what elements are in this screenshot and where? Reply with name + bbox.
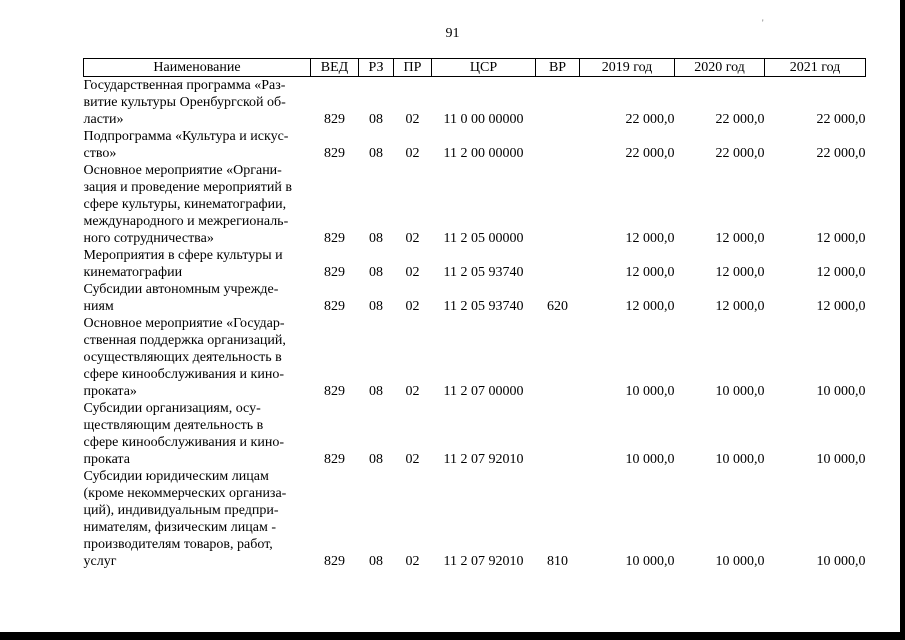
row-name-cell [84,315,311,400]
row-2020: 10 000,0 [715,452,765,467]
header-2021: 2021 год [765,59,866,77]
row-name-line: Субсидии автономным учрежде- [83,282,279,297]
row-name-line: (кроме некоммерческих организа- [83,486,287,501]
row-2019: 10 000,0 [625,452,675,467]
row-2021: 12 000,0 [816,299,866,314]
row-name-line: сфере кинообслуживания и кино- [83,367,284,382]
row-ved: 829 [324,384,345,399]
row-csr: 11 0 00 00000 [443,112,524,127]
row-pr: 02 [405,452,420,467]
row-name-cell [84,128,311,162]
row-name-line: Мероприятия в сфере культуры и [83,248,283,263]
row-vr [536,128,580,162]
row-vr [536,247,580,281]
row-name-line: сфере кинообслуживания и кино- [83,435,284,450]
row-ved: 829 [324,452,345,467]
row-csr: 11 2 05 00000 [443,231,524,246]
row-rz: 08 [369,231,383,246]
row-2021: 12 000,0 [816,265,866,280]
row-2020: 10 000,0 [715,554,765,569]
header-2020: 2020 год [675,59,765,77]
row-name-line: ного сотрудничества» [83,231,214,246]
row-rz: 08 [369,554,383,569]
row-2019: 12 000,0 [625,299,675,314]
row-csr: 11 2 07 92010 [443,554,524,569]
row-2020: 22 000,0 [715,112,765,127]
row-2021: 10 000,0 [816,384,866,399]
row-ved: 829 [324,112,345,127]
row-vr: 620 [547,299,568,314]
table-row [84,77,866,129]
scan-edge-bottom [0,632,905,640]
row-name-line: Государственная программа «Раз- [83,78,286,93]
row-rz: 08 [369,265,383,280]
header-rz: РЗ [359,59,394,77]
table-row [84,315,866,400]
header-ved: ВЕД [311,59,359,77]
row-name-line: осуществляющих деятельность в [83,350,282,365]
row-2020: 12 000,0 [715,265,765,280]
row-name-cell [84,247,311,281]
row-pr: 02 [405,299,420,314]
row-name-line: Основное мероприятие «Государ- [83,316,285,331]
row-pr: 02 [405,112,420,127]
row-2019: 12 000,0 [625,265,675,280]
row-2020: 12 000,0 [715,299,765,314]
row-pr: 02 [405,554,420,569]
row-2021: 10 000,0 [816,452,866,467]
row-name-line: сфере культуры, кинематографии, [83,197,287,212]
row-name-line: услуг [83,554,117,569]
row-name-cell [84,77,311,129]
row-2019: 10 000,0 [625,384,675,399]
row-name-line: нимателям, физическим лицам - [83,520,276,535]
table-row [84,400,866,468]
table-row [84,128,866,162]
row-name-line: ласти» [83,112,124,127]
budget-table [83,58,866,570]
header-csr: ЦСР [432,59,536,77]
row-vr: 810 [547,554,568,569]
table-row [84,468,866,570]
table-row [84,247,866,281]
row-vr [536,77,580,129]
page-number: 91 [445,26,460,41]
scan-tick-mark: ' [762,18,764,28]
row-rz: 08 [369,112,383,127]
table-header-row [84,59,866,77]
row-csr: 11 2 00 00000 [443,146,524,161]
row-pr: 02 [405,146,420,161]
row-2019: 12 000,0 [625,231,675,246]
row-name-line: Подпрограмма «Культура и искус- [83,129,289,144]
row-name-line: ство» [83,146,117,161]
row-2021: 10 000,0 [816,554,866,569]
row-vr [536,315,580,400]
row-csr: 11 2 07 00000 [443,384,524,399]
row-2020: 22 000,0 [715,146,765,161]
header-pr: ПР [394,59,432,77]
row-ved: 829 [324,554,345,569]
row-name-line: зация и проведение мероприятий в [83,180,292,195]
row-2020: 12 000,0 [715,231,765,246]
row-rz: 08 [369,384,383,399]
row-name-line: ниям [83,299,114,314]
row-2019: 10 000,0 [625,554,675,569]
row-name-line: проката [83,452,130,467]
row-name-line: витие культуры Оренбургской об- [83,95,286,110]
row-name-line: Основное мероприятие «Органи- [83,163,282,178]
row-name-line: международного и межрегиональ- [83,214,289,229]
table-body [84,77,866,571]
row-csr: 11 2 05 93740 [443,299,524,314]
row-name-cell [84,162,311,247]
row-name-line: проката» [83,384,137,399]
row-name-line: Субсидии организациям, осу- [83,401,261,416]
row-ved: 829 [324,146,345,161]
row-vr [536,162,580,247]
row-name-line: кинематографии [83,265,183,280]
row-name-cell [84,281,311,315]
row-2021: 22 000,0 [816,112,866,127]
row-pr: 02 [405,384,420,399]
row-pr: 02 [405,265,420,280]
row-name-cell [84,400,311,468]
row-rz: 08 [369,452,383,467]
row-pr: 02 [405,231,420,246]
row-name-line: ственная поддержка организаций, [83,333,286,348]
table-row [84,162,866,247]
row-name-line: производителям товаров, работ, [83,537,273,552]
scan-edge-right [900,0,905,640]
header-vr: ВР [536,59,580,77]
row-2019: 22 000,0 [625,112,675,127]
row-ved: 829 [324,231,345,246]
row-rz: 08 [369,299,383,314]
row-rz: 08 [369,146,383,161]
row-vr [536,400,580,468]
row-csr: 11 2 07 92010 [443,452,524,467]
row-2020: 10 000,0 [715,384,765,399]
header-2019: 2019 год [580,59,675,77]
row-2021: 22 000,0 [816,146,866,161]
row-ved: 829 [324,265,345,280]
row-2019: 22 000,0 [625,146,675,161]
row-name-line: ций), индивидуальным предпри- [83,503,279,518]
row-name-line: ществляющим деятельность в [83,418,264,433]
row-csr: 11 2 05 93740 [443,265,524,280]
table-row [84,281,866,315]
row-name-line: Субсидии юридическим лицам [83,469,269,484]
row-ved: 829 [324,299,345,314]
row-2021: 12 000,0 [816,231,866,246]
row-name-cell [84,468,311,570]
header-name: Наименование [84,59,311,77]
